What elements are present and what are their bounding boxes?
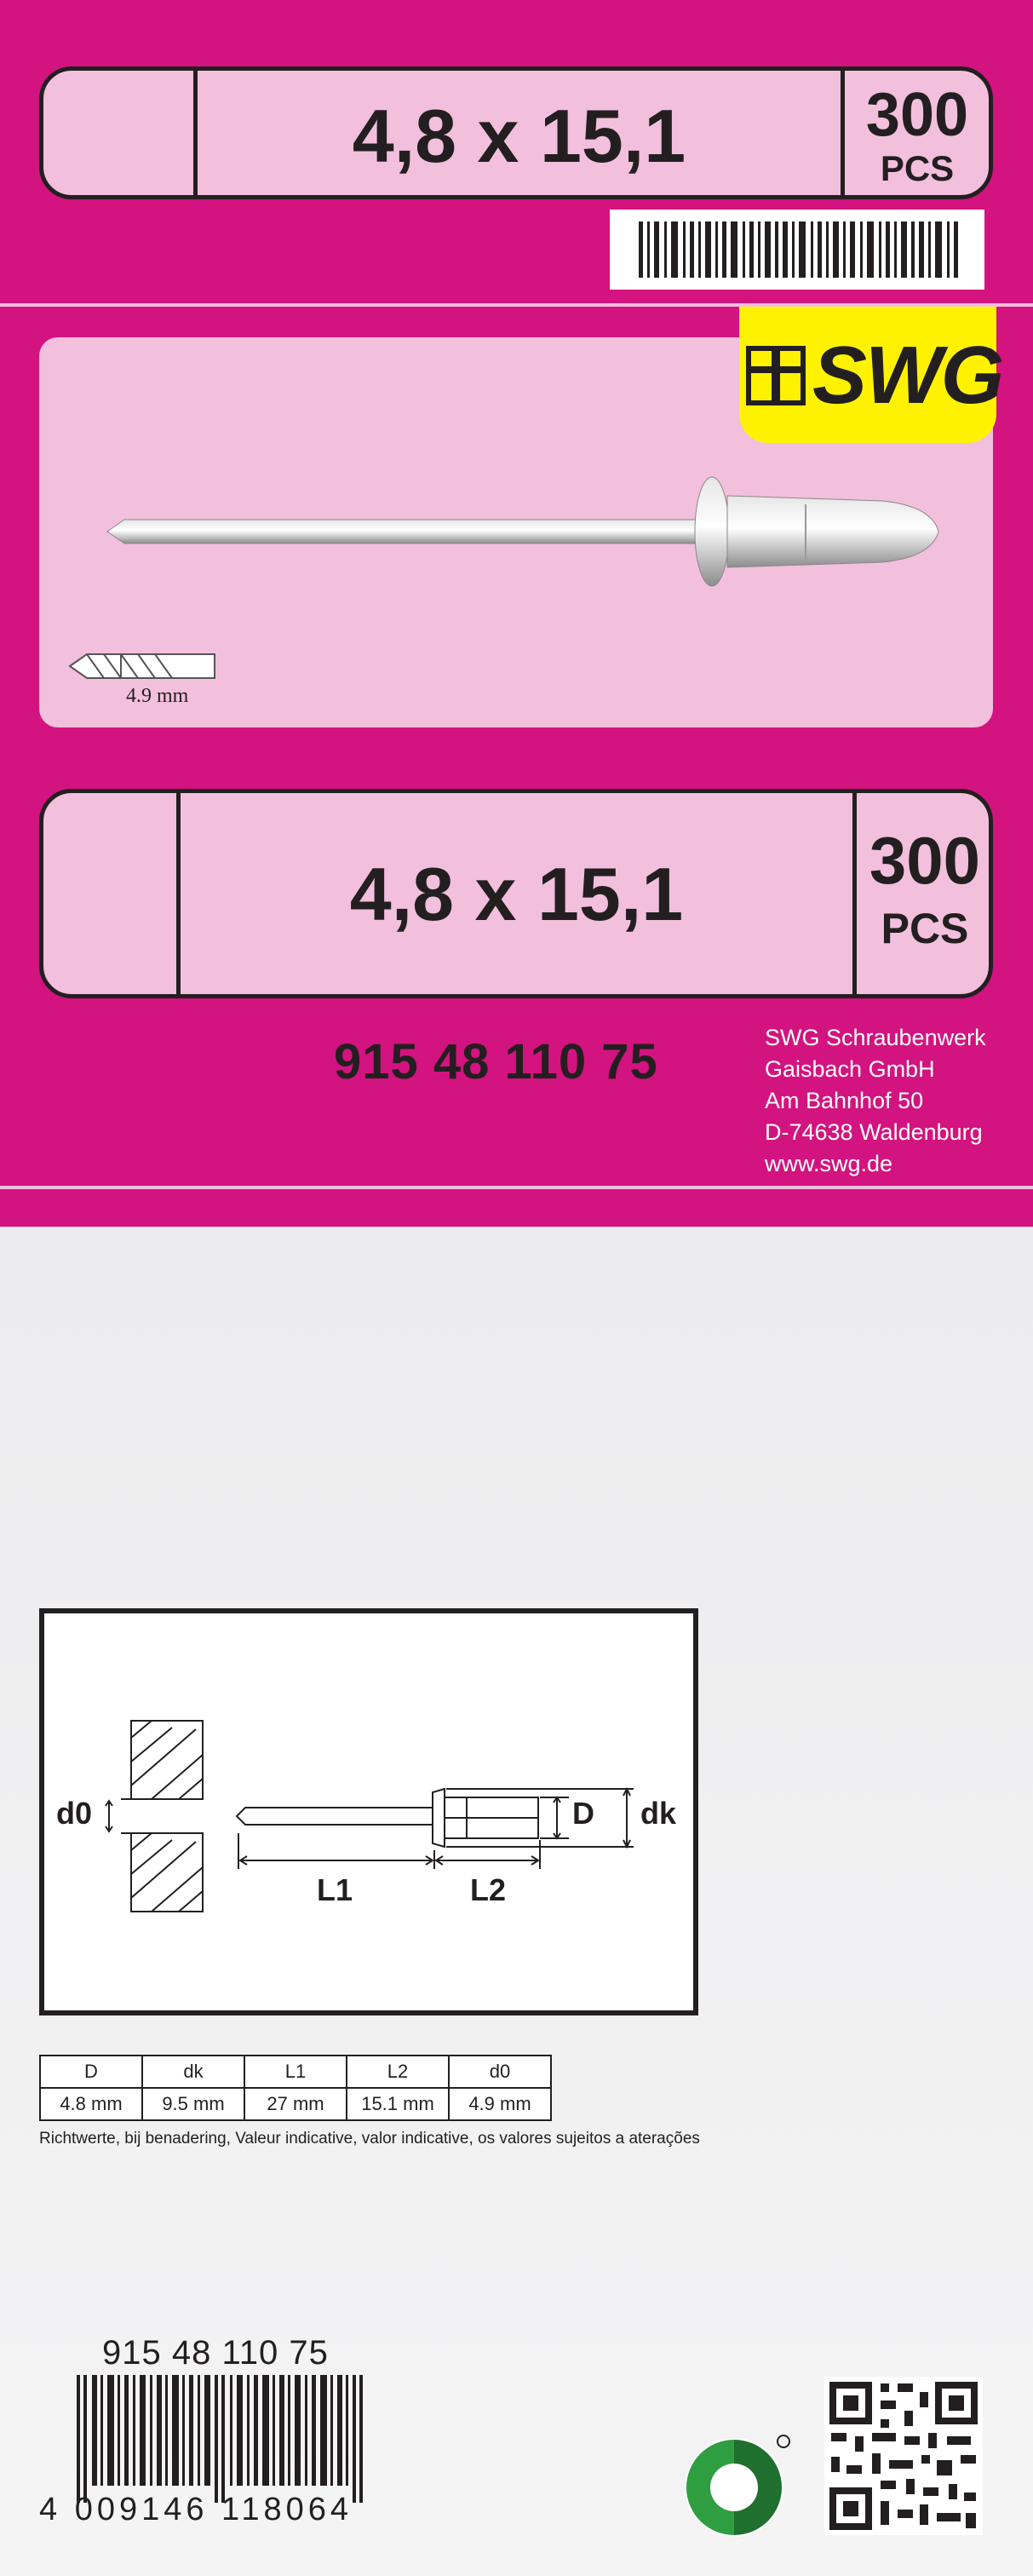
top-size: 4,8 x 15,1: [352, 94, 686, 178]
table-header-cell: L2: [347, 2056, 449, 2088]
bottom-qty: 300: [869, 823, 981, 898]
bottom-label-box: [39, 789, 993, 998]
ean-barcode: [68, 2375, 392, 2503]
top-label-box: [39, 66, 993, 199]
label-separator: [852, 793, 857, 994]
website-link: www.swg.de: [765, 1151, 893, 1176]
drill-icon: [70, 654, 215, 678]
article-number: 915 48 110 75: [334, 1034, 658, 1090]
table-row: [40, 2088, 551, 2120]
table-cell: 4.9 mm: [449, 2088, 551, 2120]
table-header-cell: d0: [449, 2056, 551, 2088]
table-header-cell: L1: [244, 2056, 347, 2088]
barcode-icon: [610, 210, 984, 290]
divider-line: [0, 1186, 1033, 1189]
diagram-label-D: D: [572, 1796, 594, 1831]
rivet-drawing-icon: [44, 1613, 693, 2010]
top-barcode: [610, 210, 984, 290]
logo-text: SWG: [812, 330, 1003, 421]
spec-table: [39, 2055, 552, 2121]
qr-code: [824, 2377, 983, 2535]
qr-code-icon: [824, 2377, 983, 2535]
green-dot-logo: [681, 2429, 792, 2540]
address-line: SWG Schraubenwerk: [765, 1025, 986, 1050]
table-row: [40, 2056, 551, 2088]
rivet-diagram: [39, 1608, 698, 2015]
barcode-article-number: 915 48 110 75: [102, 2334, 329, 2372]
disclaimer-note: Richtwerte, bij benadering, Valeur indicative, valor indicative, os valores sujeitos a aterações: [39, 2130, 700, 2148]
address-line: Am Bahnhof 50: [765, 1088, 924, 1113]
top-unit: PCS: [880, 148, 955, 188]
top-qty: 300: [865, 81, 969, 149]
address-line: D-74638 Waldenburg: [765, 1119, 983, 1145]
swg-logo: [739, 307, 1003, 443]
table-cell: 9.5 mm: [142, 2088, 244, 2120]
drill-label: 4.9 mm: [126, 685, 189, 707]
table-header-cell: D: [40, 2056, 142, 2088]
diagram-label-dk: dk: [640, 1796, 677, 1831]
bottom-size: 4,8 x 15,1: [349, 852, 684, 936]
ean-barcode-icon: [68, 2375, 392, 2503]
address-line: Gaisbach GmbH: [765, 1056, 935, 1082]
diagram-label-d0: d0: [56, 1796, 93, 1831]
manufacturer-address: [765, 1022, 986, 1180]
table-cell: 27 mm: [244, 2088, 347, 2120]
ean-number: 4 009146 118064: [39, 2492, 353, 2527]
table-header-cell: dk: [142, 2056, 244, 2088]
bottom-unit: PCS: [881, 905, 969, 952]
table-cell: 4.8 mm: [40, 2088, 142, 2120]
diagram-label-L1: L1: [317, 1872, 353, 1907]
table-cell: 15.1 mm: [347, 2088, 449, 2120]
recycling-icon: [681, 2429, 792, 2540]
diagram-label-L2: L2: [470, 1872, 507, 1907]
